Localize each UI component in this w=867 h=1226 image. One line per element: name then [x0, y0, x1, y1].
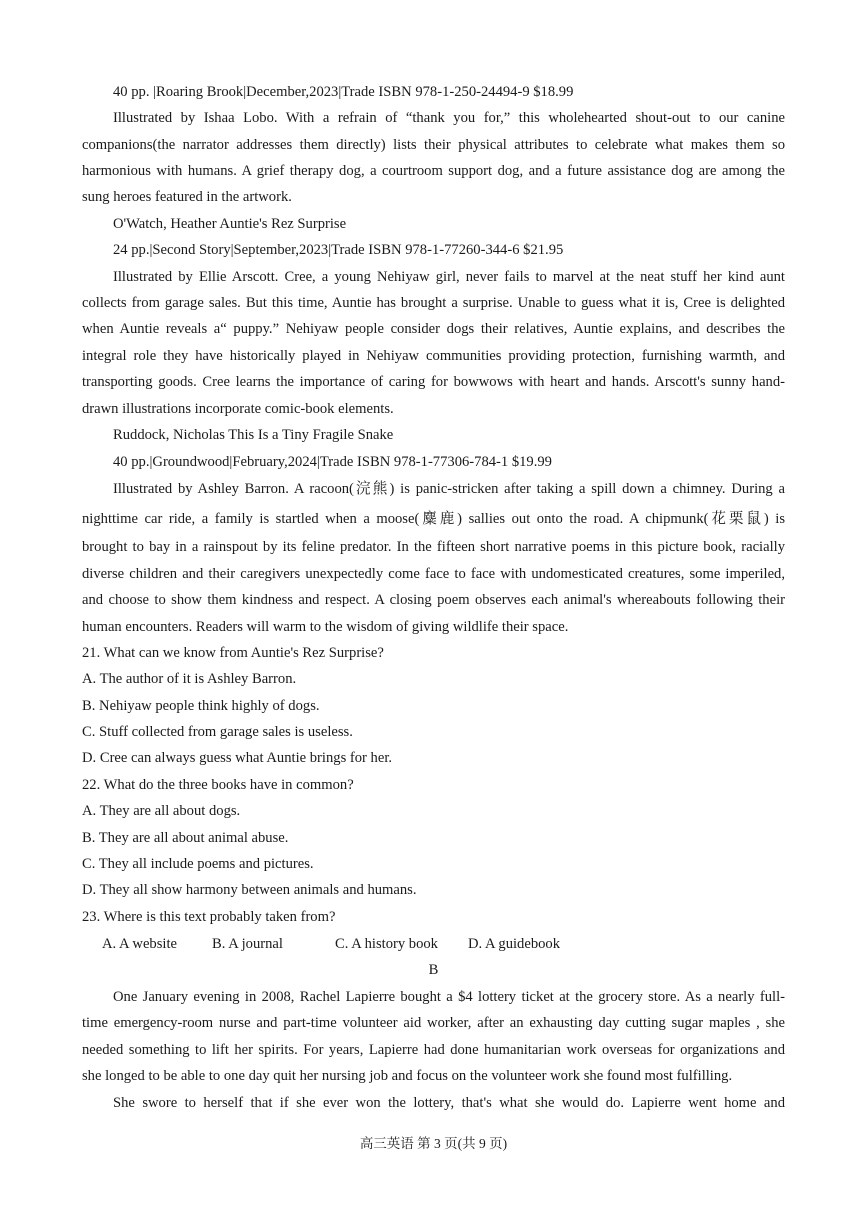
section-b-paragraph-line: she longed to be able to one day quit her nursing job and focus on the volunteer work she found most fulfilling.: [82, 1068, 733, 1084]
question-23-stem: 23. Where is this text probably taken from?: [82, 909, 336, 925]
book1-info: 40 pp. |Roaring Brook|December,2023|Trade ISBN 978-1-250-24494-9 $18.99: [113, 84, 574, 100]
section-b-paragraph-line: time emergency-room nurse and part-time volunteer aid worker, after an exhausting day cutting sugar maples , she: [82, 1015, 785, 1031]
question-23-option-b: B. A journal: [212, 936, 283, 952]
question-22-option-b: B. They are all about animal abuse.: [82, 830, 289, 846]
question-21-option-d: D. Cree can always guess what Auntie brings for her.: [82, 750, 393, 766]
question-22-option-c: C. They all include poems and pictures.: [82, 856, 314, 872]
book1-review-line: companions(the narrator addresses them directly) lists their physical attributes to celebrate what makes them so: [82, 137, 785, 153]
book3-review-line: and choose to show them kindness and respect. A closing poem observes each animal's whereabouts following their: [82, 592, 785, 608]
book1-review-line: harmonious with humans. A grief therapy dog, a courtroom support dog, and a future assistance dog are among the: [82, 163, 785, 179]
page-footer: 高三英语 第 3 页(共 9 页): [359, 1136, 508, 1151]
question-22-stem: 22. What do the three books have in common?: [82, 777, 354, 793]
section-b-paragraph-line: She swore to herself that if she ever won the lottery, that's what she would do. Lapierre went home and: [113, 1095, 785, 1111]
question-21-stem: 21. What can we know from Auntie's Rez Surprise?: [82, 645, 384, 661]
question-23-option-c: C. A history book: [335, 936, 438, 952]
book2-review-line: integral role they have historically played in Nehiyaw communities providing protection, furnishing warmth, and: [82, 348, 785, 364]
book1-review-line: sung heroes featured in the artwork.: [82, 189, 292, 205]
book3-review-line: human encounters. Readers will warm to the wisdom of giving wildlife their space.: [82, 619, 569, 635]
book2-review-line: transporting goods. Cree learns the importance of caring for bowwows with heart and hands. Arscott's sunny hand-: [82, 374, 785, 390]
question-23-option-a: A. A website: [102, 936, 177, 952]
question-22-option-a: A. They are all about dogs.: [82, 803, 241, 819]
book2-info: 24 pp.|Second Story|September,2023|Trade ISBN 978-1-77260-344-6 $21.95: [113, 242, 564, 258]
book1-review-line: Illustrated by Ishaa Lobo. With a refrain of “thank you for,” this wholehearted shout-out to our canine: [113, 110, 785, 126]
section-b-paragraph-line: One January evening in 2008, Rachel Lapierre bought a $4 lottery ticket at the grocery store. As a nearly full-: [113, 989, 785, 1005]
book3-info: 40 pp.|Groundwood|February,2024|Trade ISBN 978-1-77306-784-1 $19.99: [113, 454, 552, 470]
book3-review-line: diverse children and their caregivers unexpectedly come face to face with undomesticated creatures, some imperiled,: [82, 566, 785, 582]
book3-review-line: nighttime car ride, a family is startled when a moose(麋鹿) sallies out onto the road. A chipmunk(花栗鼠) is: [82, 511, 785, 527]
question-23-option-d: D. A guidebook: [468, 936, 561, 952]
book2-review-line: collects from garage sales. But this time, Auntie has brought a surprise. Unable to guess what it is, Cree is delighted: [82, 295, 785, 311]
question-21-option-a: A. The author of it is Ashley Barron.: [82, 671, 297, 687]
book3-review-line: Illustrated by Ashley Barron. A racoon(浣熊) is panic-stricken after taking a spill down a chimney. During a: [113, 481, 785, 497]
section-b-heading: B: [428, 962, 439, 978]
book2-title: O'Watch, Heather Auntie's Rez Surprise: [113, 216, 347, 232]
section-b-paragraph-line: needed something to lift her spirits. For years, Lapierre had done humanitarian work overseas for organizations and: [82, 1042, 785, 1058]
book2-review-line: drawn illustrations incorporate comic-book elements.: [82, 401, 394, 417]
book3-review-line: brought to bay in a rainspout by its feline predator. In the fifteen short narrative poems in this picture book, racially: [82, 539, 785, 555]
book2-review-line: when Auntie reveals a“ puppy.” Nehiyaw people consider dogs their relatives, Auntie explains, and describes the: [82, 321, 785, 337]
question-21-option-b: B. Nehiyaw people think highly of dogs.: [82, 698, 320, 714]
book3-title: Ruddock, Nicholas This Is a Tiny Fragile Snake: [113, 427, 394, 443]
question-21-option-c: C. Stuff collected from garage sales is useless.: [82, 724, 353, 740]
question-22-option-d: D. They all show harmony between animals and humans.: [82, 882, 417, 898]
book2-review-line: Illustrated by Ellie Arscott. Cree, a young Nehiyaw girl, never fails to marvel at the neat stuff her kind aunt: [113, 269, 785, 285]
